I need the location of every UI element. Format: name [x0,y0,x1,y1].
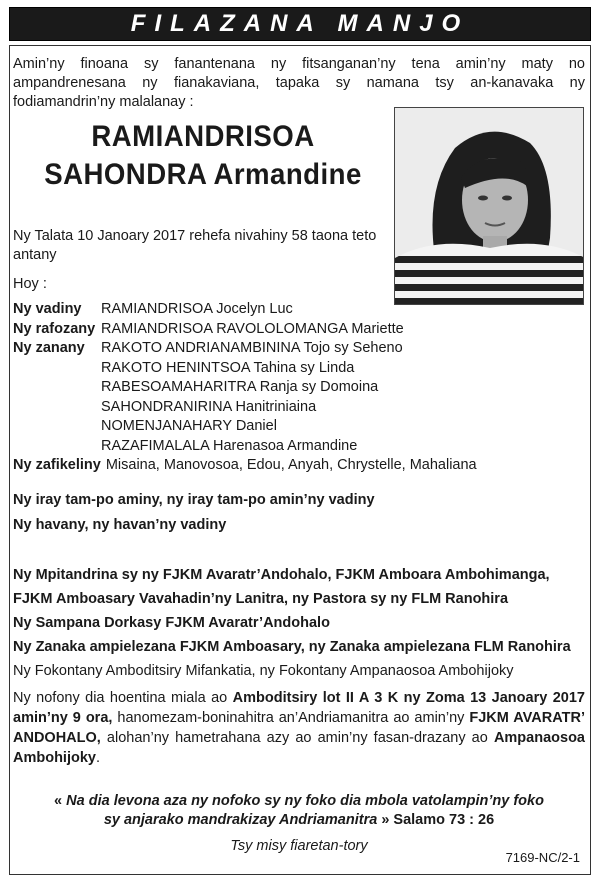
line-sampana: Ny Sampana Dorkasy FJKM Avaratr’Andohalo [13,615,330,631]
header-title: FILAZANA MANJO [130,10,470,37]
line-fokontany: Ny Fokontany Amboditsiry Mifankatia, ny Fokontany Ampanaosoa Ambohijoky [13,663,514,679]
deceased-name-line1: RAMIANDRISOA [91,120,315,153]
para-p2: hanomezam-boninahitra an’Andriamanitra ao amin’ny [112,710,470,726]
quote-open: « [54,793,63,809]
label-vadiny: Ny vadiny [13,301,82,317]
line-zanaka: Ny Zanaka ampielezana FJKM Amboasary, ny Zanaka ampielezana FLM Ranohira [13,639,571,655]
havany-bold: Ny havany [13,517,85,533]
hoy-label: Hoy : [13,276,47,292]
quote-line2 [13,811,585,830]
value-vadiny: RAMIANDRISOA Jocelyn Luc [101,301,293,317]
family-list [13,300,588,476]
portrait-photo [394,107,584,305]
line-amboasary: FJKM Amboasary Vavahadin’ny Lanitra, ny Pastora sy ny FLM Ranohira [13,591,509,607]
para-p4: . [95,750,101,766]
value-rafozany: RAMIANDRISOA RAVOLOLOMANGA Mariette [101,320,404,337]
para-b3: Ampanaosoa Ambohijoky [13,730,585,766]
havany-rest: , ny havan’ny vadiny [84,517,227,533]
label-zafikeliny: Ny zafikeliny [13,457,101,473]
para-b2: FJKM AVARATR’ ANDOHALO, [13,710,585,746]
funeral-details [13,688,585,768]
header-banner [9,7,591,41]
quote-close: » [381,812,390,828]
zanany-item: NOMENJANAHARY Daniel [101,418,277,434]
label-zanany: Ny zanany [13,340,85,356]
zanany-item: RABESOAMAHARITRA Ranja sy Domoina [101,379,379,395]
line-tampo: Ny iray tam-po aminy, ny iray tam-po amin’ny vadiny [13,492,375,508]
line-mpitandrina: Ny Mpitandrina sy ny FJKM Avaratr’Andohalo, FJKM Amboara Ambohimanga, [13,567,550,583]
family-row-vadiny [13,300,588,320]
zanany-item: RAKOTO ANDRIANAMBININA Tojo sy Seheno [101,340,403,356]
family-row-zanany [13,339,588,456]
quote-text1: Na dia levona aza ny nofoko sy ny foko dia mbola vatolampin’ny foko [66,793,544,809]
label-rafozany: Ny rafozany [13,320,96,337]
para-p3: alohan’ny hametrahana azy ao amin’ny fasan-drazany ao [100,730,494,746]
line-havany [13,516,588,535]
deceased-name-line2: SAHONDRA Armandine [44,158,362,191]
zanany-list [101,339,403,456]
intro-text: Amin’ny finoana sy fanantenana ny fitsanganan’ny tena amin’ny maty no ampandrenesana ny fianakaviana, tapaka sy namana tsy an-kanavaka ny fodiamandrin’ny malalanay : [13,56,585,110]
bible-quote [13,792,585,830]
reference-code: 7169-NC/2-1 [505,850,580,865]
deceased-name [28,118,378,194]
value-zafikeliny: Misaina, Manovosoa, Edou, Anyah, Chrystelle, Mahaliana [105,457,477,473]
quote-line1 [13,792,585,811]
quote-text2: sy anjarako mandrakizay Andriamanitra [103,812,378,828]
zanany-item: SAHONDRANIRINA Hanitriniaina [101,398,317,415]
para-b1: Amboditsiry lot II A 3 K ny Zoma 13 Janoary 2017 amin’ny 9 ora, [13,690,585,726]
zanany-item: RAKOTO HENINTSOA Tahina sy Linda [101,359,355,376]
zanany-item: RAZAFIMALALA Harenasoa Armandine [101,437,358,454]
tsy-misy-text: Tsy misy fiaretan-tory [230,838,368,854]
death-date-text: Ny Talata 10 Janoary 2017 rehefa nivahiny 58 taona teto antany [13,228,377,263]
family-row-zafikeliny [13,456,588,476]
para-p1: Ny nofony dia hoentina miala ao [13,690,233,706]
portrait-illustration [395,108,584,305]
family-row-rafozany [13,320,588,340]
quote-ref: Salamo 73 : 26 [393,812,495,828]
